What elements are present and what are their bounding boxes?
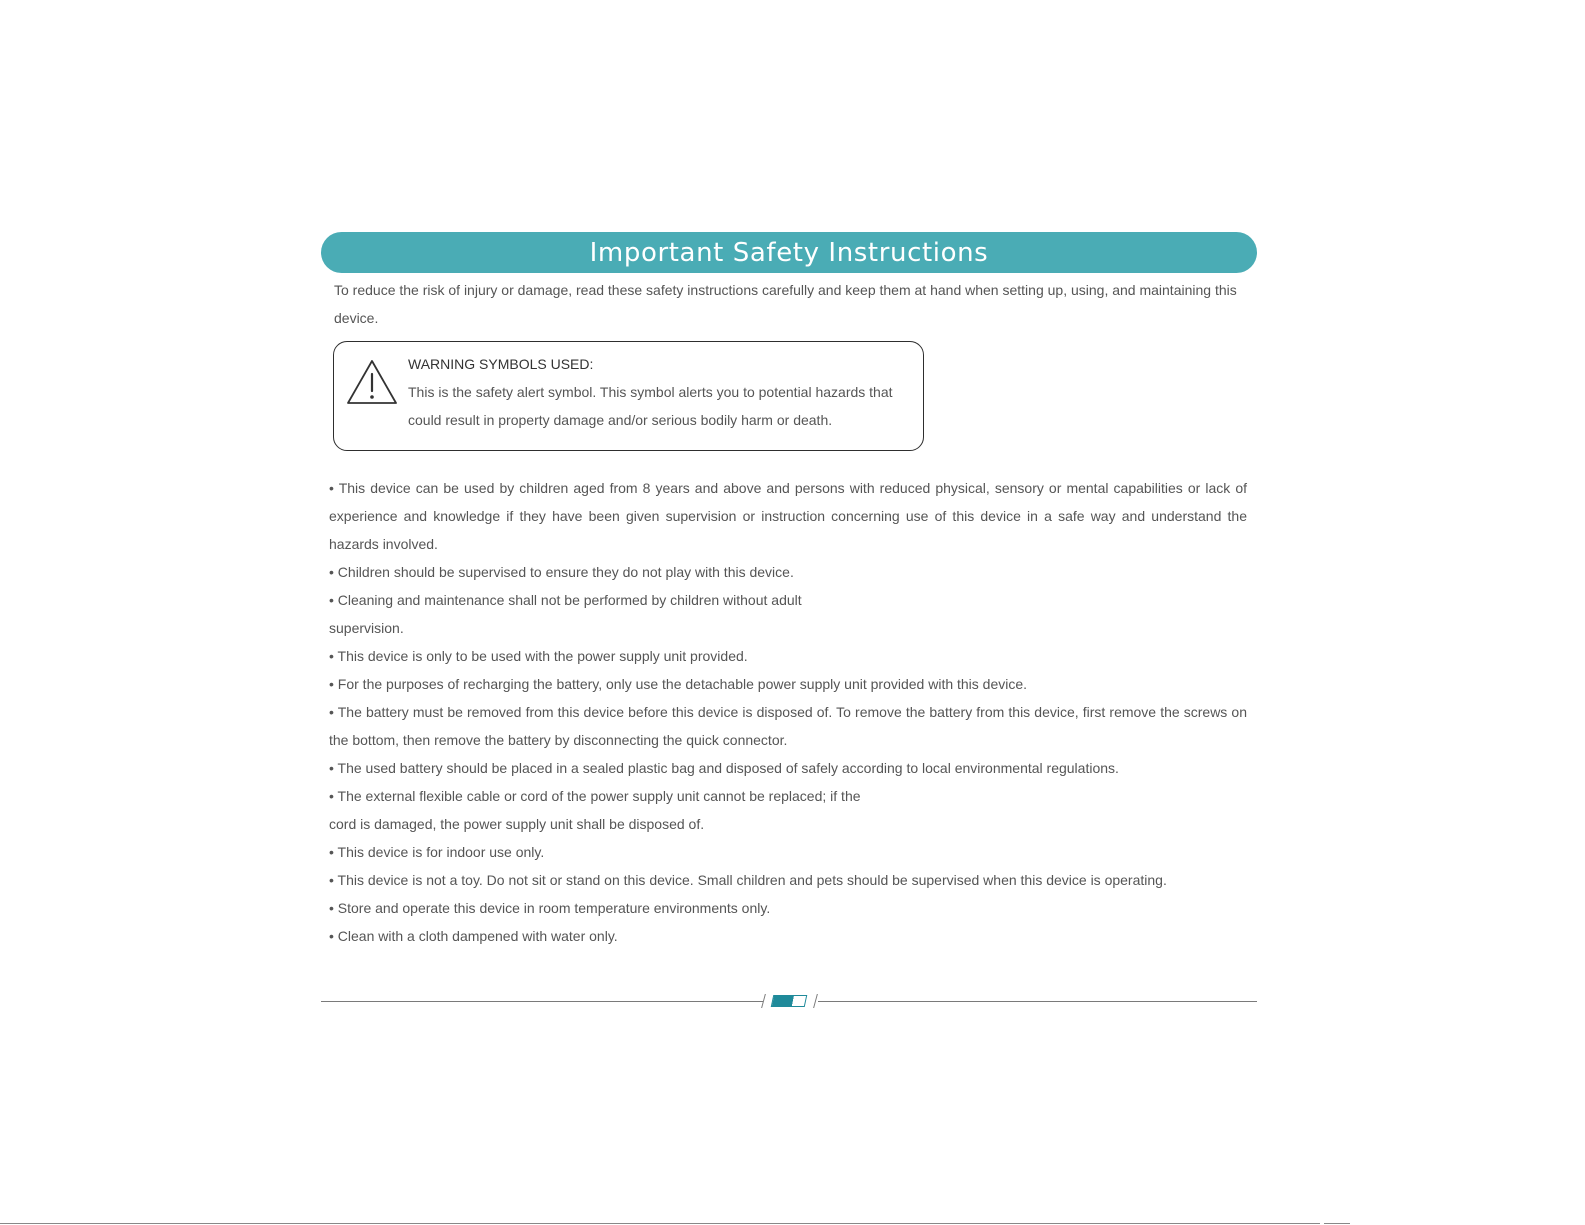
warning-description: This is the safety alert symbol. This symbol alerts you to potential hazards that could result in property damage and/or serious bodily harm or death. bbox=[408, 384, 893, 428]
footer-rule-left bbox=[321, 1001, 763, 1002]
list-item: • Store and operate this device in room temperature environments only. bbox=[329, 900, 771, 916]
list-item: • This device is not a toy. Do not sit or stand on this device. Small children and pets should be supervised when this device is operating. bbox=[329, 872, 1167, 888]
list-item: • Children should be supervised to ensure they do not play with this device. bbox=[329, 564, 794, 580]
list-item: • The used battery should be placed in a sealed plastic bag and disposed of safely according to local environmental regulations. bbox=[329, 760, 1119, 776]
safety-bullet-list bbox=[329, 474, 1247, 950]
warning-title: WARNING SYMBOLS USED: bbox=[408, 356, 594, 372]
page-bottom-rule bbox=[0, 1223, 1320, 1224]
page-title: Important Safety Instructions bbox=[589, 237, 989, 268]
page-bottom-rule-short bbox=[1324, 1223, 1350, 1224]
intro-paragraph: To reduce the risk of injury or damage, read these safety instructions carefully and keep them at hand when setting up, using, and maintaining this device. bbox=[334, 282, 1237, 326]
title-banner bbox=[321, 232, 1257, 273]
page-marker-icon bbox=[771, 995, 808, 1007]
warning-box bbox=[333, 341, 924, 451]
list-item: • For the purposes of recharging the battery, only use the detachable power supply unit provided with this device. bbox=[329, 676, 1028, 692]
list-item: • This device can be used by children aged from 8 years and above and persons with reduced physical, sensory or mental capabilities or lack of experience and knowledge if they have been given supervision or instruction concerning use of this device in a safe way and understand the hazards involved. bbox=[329, 480, 1247, 552]
footer-tick-left bbox=[761, 994, 766, 1008]
list-item: • This device is only to be used with the power supply unit provided. bbox=[329, 648, 748, 664]
footer-rule-right bbox=[818, 1001, 1257, 1002]
list-item: • The battery must be removed from this device before this device is disposed of. To remove the battery from this device, first remove the screws on the bottom, then remove the battery by disconnecting the quick connector. bbox=[329, 704, 1247, 748]
list-item: • Cleaning and maintenance shall not be performed by children without adult supervision. bbox=[329, 592, 802, 636]
list-item: • This device is for indoor use only. bbox=[329, 844, 545, 860]
warning-triangle-icon bbox=[346, 358, 398, 406]
list-item: • The external flexible cable or cord of the power supply unit cannot be replaced; if the cord is damaged, the power supply unit shall be disposed of. bbox=[329, 788, 861, 832]
list-item: • Clean with a cloth dampened with water only. bbox=[329, 928, 618, 944]
